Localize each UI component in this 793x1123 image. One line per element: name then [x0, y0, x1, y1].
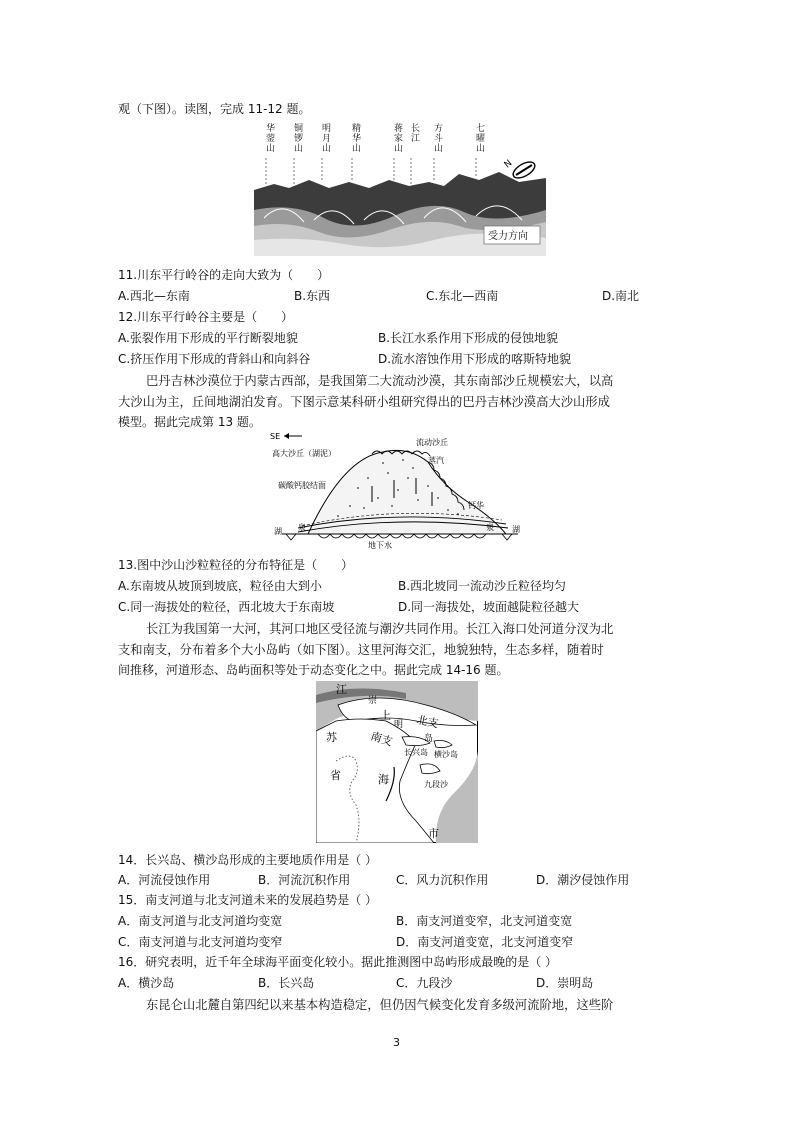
q12-option-a[interactable]: A.张裂作用下形成的平行断裂地貌 [118, 331, 298, 345]
paragraph-14-line3: 间推移，河道形态、岛屿面积等处于动态变化之中。据此完成 14-16 题。 [118, 663, 509, 677]
q15-option-d[interactable]: D．南支河道变宽，北支河道变窄 [396, 935, 574, 949]
q12-stem: 12.川东平行岭谷主要是（ ） [118, 310, 294, 324]
q13-option-a[interactable]: A.东南坡从坡顶到坡底，粒径由大到小 [118, 579, 322, 593]
q12-option-d[interactable]: D.流水溶蚀作用下形成的喀斯特地貌 [378, 352, 572, 366]
mountain-label: 华蓥山 [266, 124, 276, 154]
mountain-label: 长江 [411, 124, 421, 144]
map-label-south-branch: 南支 [369, 729, 395, 749]
q13-option-b[interactable]: B.西北坡同一流动沙丘粒径均匀 [398, 579, 567, 593]
q11-option-a[interactable]: A.西北—东南 [118, 289, 190, 303]
map-label-hai: 海 [378, 773, 389, 786]
q15-option-b[interactable]: B．南支河道变窄，北支河道变宽 [396, 914, 573, 928]
paragraph-14-line2: 支和南支，分布着多个大小岛屿（如下图）。这里河海交汇，地貌独特，生态多样，随着时 [118, 643, 604, 657]
mountain-label: 铜锣山 [294, 124, 304, 154]
label-lake-left: 湖 [274, 527, 282, 536]
q11-option-d[interactable]: D.南北 [602, 289, 640, 303]
mountain-label: 精华山 [352, 124, 362, 154]
q14-option-c[interactable]: C．风力沉积作用 [396, 873, 489, 887]
map-label-hengsha: 横沙岛 [434, 750, 458, 759]
q11-option-b[interactable]: B.东西 [294, 289, 331, 303]
q16-option-d[interactable]: D．崇明岛 [536, 976, 594, 990]
paragraph-13-line2: 大沙山为主，丘间地湖泊发育。下图示意某科研小组研究得出的巴丹吉林沙漠高大沙山形成 [118, 395, 610, 409]
q13-option-d[interactable]: D.同一海拔处，坡面越陡粒径越大 [398, 600, 580, 614]
map-label-changxing: 长兴岛 [404, 748, 428, 757]
force-direction-label: 受力方向 [488, 231, 528, 242]
q14-option-d[interactable]: D．潮汐侵蚀作用 [536, 873, 630, 887]
map-label-chong: 崇 [368, 696, 378, 706]
mountain-label: 明月山 [322, 124, 332, 154]
q16-option-c[interactable]: C．九段沙 [396, 976, 453, 990]
mountain-label: 七曜山 [476, 124, 486, 154]
label-moving-dune: 流动沙丘 [416, 438, 448, 447]
q11-stem: 11.川东平行岭谷的走向大致为（ ） [118, 268, 330, 282]
intro-text: 观（下图）。读图，完成 11-12 题。 [118, 102, 311, 116]
map-label-jiang: 江 [336, 683, 347, 696]
label-lake-right: 湖 [512, 525, 520, 534]
label-spring-left: 泉 [298, 523, 306, 532]
label-high-dune: 高大沙丘（湖泥） [272, 449, 336, 458]
q15-stem: 15．南支河道与北支河道未来的发展趋势是（ ） [118, 893, 378, 907]
q16-option-b[interactable]: B．长兴岛 [258, 976, 315, 990]
page-number: 3 [393, 1036, 400, 1049]
map-label-north-branch: 北支 [415, 713, 440, 731]
north-label: N [502, 158, 515, 171]
label-vapor: 蒸汽 [428, 456, 444, 465]
paragraph-13-line1: 巴丹吉林沙漠位于内蒙古西部，是我国第二大流动沙漠，其东南部沙丘规模宏大，以高 [146, 374, 614, 388]
se-direction-label: SE [270, 432, 281, 441]
map-label-jiuduansha: 九段沙 [424, 780, 448, 789]
map-label-shang: 上 [380, 709, 391, 722]
q12-option-c[interactable]: C.挤压作用下形成的背斜山和向斜谷 [118, 352, 311, 366]
label-spring-right: 泉 [486, 523, 494, 532]
q14-stem: 14．长兴岛、横沙岛形成的主要地质作用是（ ） [118, 853, 378, 867]
paragraph-13-line3: 模型。据此完成第 13 题。 [118, 415, 261, 429]
sand-mountain-figure [268, 428, 526, 550]
q14-option-a[interactable]: A．河流侵蚀作用 [118, 873, 211, 887]
map-label-su: 苏 [326, 731, 337, 744]
mountain-label: 蒋家山 [394, 124, 404, 154]
map-label-shi: 市 [428, 827, 439, 840]
map-label-ming: 明 [394, 720, 404, 730]
paragraph-14-line1: 长江为我国第一大河，其河口地区受径流与潮汐共同作用。长江入海口处河道分汊为北 [146, 622, 614, 636]
mountain-label: 方斗山 [434, 124, 444, 154]
q12-option-b[interactable]: B.长江水系作用下形成的侵蚀地貌 [378, 331, 559, 345]
q11-option-c[interactable]: C.东北—西南 [426, 289, 499, 303]
q13-stem: 13.图中沙山沙粒粒径的分布特征是（ ） [118, 558, 354, 572]
map-label-dao: 岛 [424, 734, 434, 744]
q15-option-c[interactable]: C．南支河道与北支河道均变窄 [118, 935, 283, 949]
yangtze-estuary-map [316, 681, 478, 843]
q14-option-b[interactable]: B．河流沉积作用 [258, 873, 351, 887]
label-groundwater: 地下水 [368, 541, 392, 550]
q16-option-a[interactable]: A．横沙岛 [118, 976, 175, 990]
paragraph-bottom: 东昆仑山北麓自第四纪以来基本构造稳定，但仍因气候变化发育多级河流阶地，这些阶 [146, 998, 614, 1012]
q16-stem: 16．研究表明，近千年全球海平面变化较小。据此推测图中岛屿形成最晚的是（ ） [118, 955, 558, 969]
q13-option-c[interactable]: C.同一海拔处的粒径，西北坡大于东南坡 [118, 600, 335, 614]
label-travertine: 钙华 [468, 501, 484, 510]
q15-option-a[interactable]: A．南支河道与北支河道均变宽 [118, 914, 283, 928]
map-label-sheng: 省 [330, 769, 341, 782]
label-caco3-surface: 碳酸钙胶结面 [278, 481, 326, 490]
